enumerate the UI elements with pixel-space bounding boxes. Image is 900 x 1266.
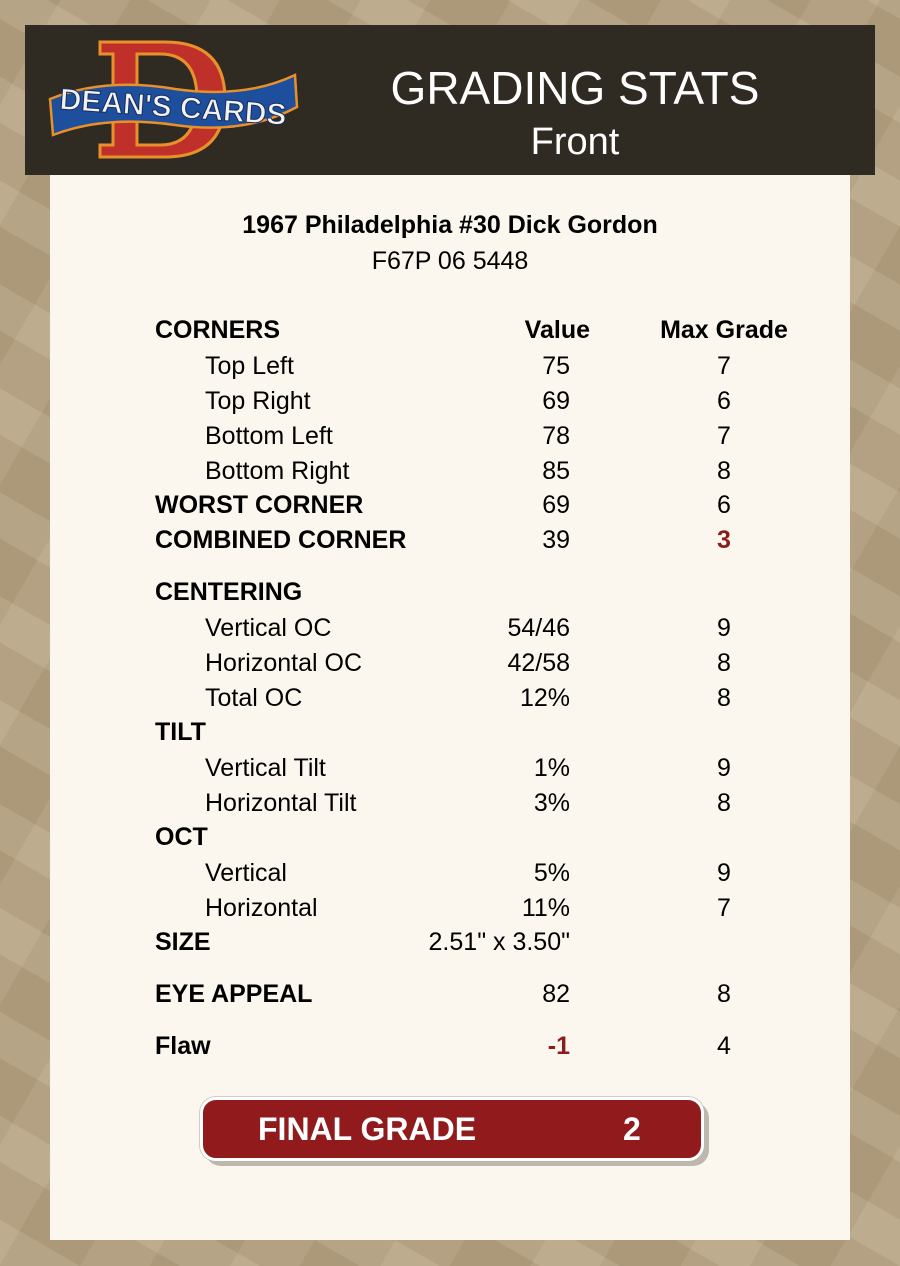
row-max-grade: 6 [717,387,731,415]
row-label: Vertical [205,859,287,887]
table-row [50,718,850,748]
row-value: 85 [542,457,570,485]
row-max-grade: 8 [717,457,731,485]
row-label: Vertical OC [205,614,332,642]
row-max-grade: 7 [717,352,731,380]
row-value: 1% [533,754,570,782]
table-row [50,316,850,346]
row-label: Horizontal [205,894,318,922]
table-row [50,457,850,487]
table-row [50,578,850,608]
cert-number: F67P 06 5448 [371,247,529,275]
row-value: 69 [542,387,570,415]
table-row [50,491,850,521]
row-value: 69 [542,491,570,519]
row-label: Bottom Left [205,422,333,450]
row-max-grade: 3 [717,526,731,554]
row-max-grade: 9 [717,754,731,782]
final-grade-value: 2 [623,1111,641,1147]
row-label: Bottom Right [205,457,350,485]
svg-text:DEAN'S CARDS: DEAN'S CARDS [58,83,288,132]
row-value: -1 [547,1032,570,1060]
max-grade-column-header: Max Grade [660,316,788,344]
row-max-grade: 9 [717,614,731,642]
row-label: Total OC [205,684,303,712]
row-value: 75 [542,352,570,380]
row-label: CORNERS [155,316,281,344]
row-label: Top Left [205,352,294,380]
final-grade-label: FINAL GRADE [258,1111,477,1147]
row-max-grade: 6 [717,491,731,519]
page-title: GRADING STATS [390,62,760,114]
row-max-grade: 8 [717,684,731,712]
row-label: EYE APPEAL [155,980,313,1008]
row-label: TILT [155,718,206,746]
card-name: 1967 Philadelphia #30 Dick Gordon [242,211,658,239]
table-row [50,387,850,417]
table-row [50,980,850,1010]
table-row [50,684,850,714]
deans-cards-logo [45,37,305,162]
row-max-grade: 4 [717,1032,731,1060]
table-row [50,789,850,819]
row-max-grade: 7 [717,894,731,922]
row-max-grade: 7 [717,422,731,450]
table-row [50,823,850,853]
table-row [50,859,850,889]
table-row [50,754,850,784]
table-row [50,649,850,679]
row-label: COMBINED CORNER [155,526,407,554]
row-label: Horizontal Tilt [205,789,357,817]
row-label: Flaw [155,1032,211,1060]
row-label: Vertical Tilt [205,754,326,782]
row-max-grade: 8 [717,789,731,817]
value-column-header: Value [524,316,590,344]
grading-card [50,175,850,1240]
table-row [50,526,850,556]
page-subtitle: Front [530,121,620,163]
table-row [50,422,850,452]
row-max-grade: 8 [717,980,731,1008]
table-row [50,894,850,924]
row-value: 82 [542,980,570,1008]
row-value: 11% [521,894,570,922]
row-value: 78 [542,422,570,450]
row-max-grade: 9 [717,859,731,887]
row-label: CENTERING [155,578,303,606]
row-label: SIZE [155,928,211,956]
row-value: 2.51" x 3.50" [428,928,570,956]
row-label: Top Right [205,387,311,415]
table-row [50,352,850,382]
row-value: 39 [542,526,570,554]
row-value: 5% [533,859,570,887]
header [25,25,875,175]
table-row [50,614,850,644]
row-value: 3% [533,789,570,817]
row-label: WORST CORNER [155,491,364,519]
row-label: OCT [155,823,208,851]
row-value: 12% [519,684,570,712]
table-row [50,928,850,958]
row-value: 54/46 [507,614,570,642]
final-grade-banner [200,1097,704,1161]
row-label: Horizontal OC [205,649,362,677]
row-max-grade: 8 [717,649,731,677]
table-row [50,1032,850,1062]
row-value: 42/58 [507,649,570,677]
